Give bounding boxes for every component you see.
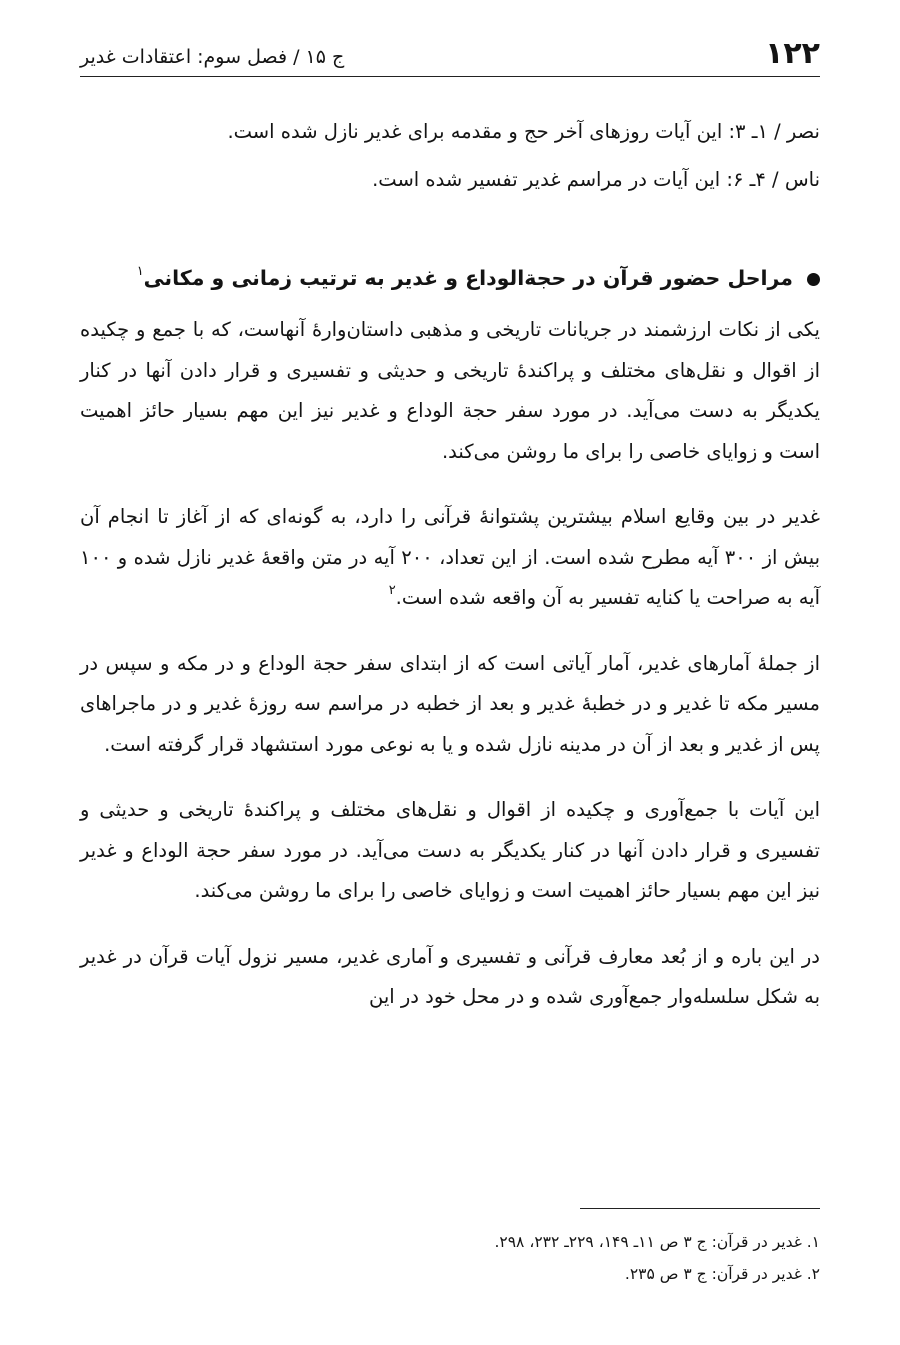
page-number: ۱۲۲ [765,36,820,71]
section-heading [80,258,820,298]
paragraph-text: یکی از نکات ارزشمند در جریانات تاریخی و مذهبی داستان‌وارهٔ آنهاست، که با جمع و چکیده از اقوال و نقل‌های مختلف و پراکندهٔ تاریخی و حدیثی و تفسیری و قرار دادن آنها در کنار یکدیگر به دست می‌آید. در مورد سفر حجة الوداع و غدیر نیز این مهم بسیار حائز اهمیت است و زوایای خاصی را برای ما روشن می‌کند. [80,318,820,463]
footnote-2: ۲. غدیر در قرآن: ج ۳ ص ۲۳۵. [624,1265,820,1283]
paragraph-4 [80,790,820,912]
paragraph-text: این آیات با جمع‌آوری و چکیده از اقوال و نقل‌های مختلف و پراکندهٔ تاریخی و حدیثی و تفسیری و قرار دادن آنها در کنار یکدیگر به دست می‌آید. در مورد سفر حجة الوداع و غدیر نیز این مهم بسیار حائز اهمیت است و زوایای خاصی را برای ما روشن می‌کند. [80,798,820,902]
footnote-divider [580,1208,820,1209]
paragraph-2 [80,497,820,619]
footnotes [80,1226,820,1290]
book-page [80,0,820,1345]
paragraph-text: در این باره و از بُعد معارف قرآنی و تفسیری و آماری غدیر، مسیر نزول آیات قرآن در غدیر به شکل سلسله‌وار جمع‌آوری شده و در محل خود در این [80,944,820,1008]
footnote-ref-2: ۲ [388,583,396,598]
verse-notes [80,108,820,204]
verse-note-nasr: نصر / ۱ـ ۳: این آیات روزهای آخر حج و مقدمه برای غدیر نازل شده است. [227,120,820,143]
running-header-title: ج ۱۵ / فصل سوم: اعتقادات غدیر [80,46,345,68]
paragraph-1 [80,310,820,472]
paragraph-text: غدیر در بین وقایع اسلام بیشترین پشتوانهٔ قرآنی را دارد، به گونه‌ای که از آغاز تا انجام آن بیش از ۳۰۰ آیه مطرح شده است. از این تعداد، ۲۰۰ آیه در متن واقعهٔ غدیر نازل شده و ۱۰۰ آیه به صراحت یا کنایه تفسیر به آن واقعه شده است. [80,505,821,609]
running-header [80,36,820,77]
paragraph-3 [80,644,820,766]
footnote-ref-1: ۱ [136,264,144,279]
bullet-icon [807,273,820,286]
verse-note-nas: ناس / ۴ـ ۶: این آیات در مراسم غدیر تفسیر شده است. [372,168,820,191]
footnote-1: ۱. غدیر در قرآن: ج ۳ ص ۱۱ـ ۱۴۹، ۲۲۹ـ ۲۳۲، ۲۹۸. [494,1233,820,1251]
body-text [80,310,820,1043]
section-heading-text: مراحل حضور قرآن در حجةالوداع و غدیر به ترتیب زمانی و مکانی [143,266,793,290]
paragraph-5 [80,937,820,1018]
paragraph-text: از جملهٔ آمارهای غدیر، آمار آیاتی است که از ابتدای سفر حجة الوداع و در مکه و سپس در مسیر مکه تا غدیر و در خطبهٔ غدیر و بعد از خطبه در مراسم سه روزهٔ غدیر و در ماجراهای پس از غدیر و بعد از آن در مدینه نازل شده و یا به نوعی مورد استشهاد قرار گرفته است. [80,651,820,756]
